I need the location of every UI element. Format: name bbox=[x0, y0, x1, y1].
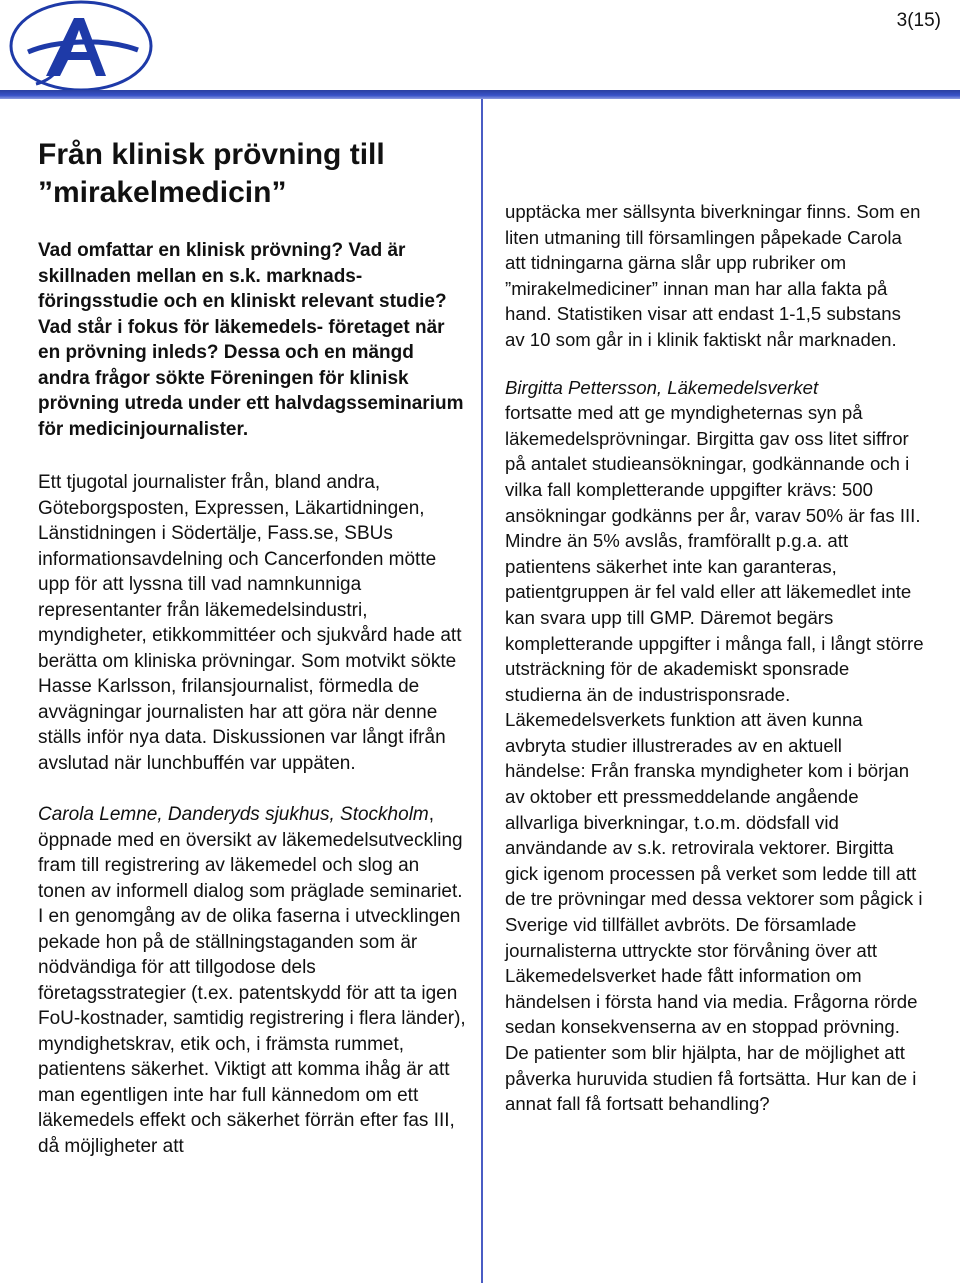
headline-line-1: Från klinisk prövning till bbox=[38, 138, 385, 171]
paragraph-text: , öppnade med en översikt av läkemedelsutveckling fram till registrering av läkemedel och slog an tonen av informell dialog som präglade seminariet. I en genomgång av de olika faserna i utvecklingen pekade hon på de ställningstaganden som är nödvändiga för att tillgodose dels företagsstrategier (t.ex. patentskydd för att ta igen FoU-kostnader, samtidig registrering i flera länder), myndighetskrav, etik och, i främsta rummet, patientens säkerhet. Viktigt att komma ihåg är att man egentligen inte har full kännedom om ett läkemedels effekt och säkerhet förrän efter fas III, då möjligheter att bbox=[38, 804, 466, 1157]
header-rule bbox=[0, 90, 960, 99]
logo-icon bbox=[6, 0, 156, 92]
body-paragraph bbox=[505, 375, 925, 708]
left-column bbox=[38, 136, 468, 1159]
body-paragraph bbox=[38, 802, 468, 1159]
page-number: 3(15) bbox=[896, 10, 941, 31]
company-logo bbox=[6, 0, 156, 92]
article-headline bbox=[38, 136, 468, 212]
paragraph-text: fortsatte med att ge myndigheternas syn på läkemedelsprövningar. Birgitta gav oss litet siffror på antalet studieansökningar, godkännande och i vilka fall kompletterande uppgifter krävs: 500 ansökningar godkänns per år, varav 50% är fas III. Mindre än 5% avslås, framförallt p.g.a. att patientens säkerhet inte kan garanteras, patientgruppen är fel vald eller att läkemedlet inte kan svara upp till GMP. Däremot begärs kompletterande uppgifter i många fall, i långt större utsträckning för de akademiskt sponsrade studierna än de industrisponsrade. bbox=[505, 402, 924, 705]
body-paragraph: Läkemedelsverkets funktion att även kunna avbryta studier illustrerades av en aktuell händelse: Från franska myndigheter kom i början av oktober ett pressmeddelande angående allvarliga biverkningar, t.o.m. dödsfall vid användande av s.k. retrovirala vektorer. Birgitta gick igenom processen på verket som ledde till att de tre prövningar med dessa vektorer som pågick i Sverige vid tillfället avbröts. De församlade journalisterna uttryckte stor förvåning över att Läkemedelsverket hade fått information om händelsen i första hand via media. Frågorna rörde sedan konsekvenserna av en stoppad prövning. De patienter som blir hjälpta, har de möjlighet att påverka huruvida studien få fortsätta. Hur kan de i annat fall få fortsatt behandling? bbox=[505, 709, 923, 1115]
speaker-name: Carola Lemne, Danderyds sjukhus, Stockholm bbox=[38, 804, 429, 825]
headline-line-2: ”mirakelmedicin” bbox=[38, 176, 287, 209]
right-column bbox=[505, 199, 925, 1117]
column-divider bbox=[481, 99, 483, 1283]
body-paragraph: upptäcka mer sällsynta biverkningar finns. Som en liten utmaning till församlingen påpekade Carola att tidningarna gärna slår upp rubriker om ”mirakelmediciner” innan man har alla fakta på hand. Statistiken visar att endast 1-1,5 substans av 10 som går in i klinik faktiskt når marknaden. bbox=[505, 201, 921, 350]
speaker-name: Birgitta Pettersson, Läkemedelsverket bbox=[505, 376, 819, 398]
article-intro: Vad omfattar en klinisk prövning? Vad är skillnaden mellan en s.k. marknads- föringsstudie och en kliniskt relevant studie? Vad står i fokus för läkemedels- företaget när en prövning inleds? Dessa och en mängd andra frågor sökte Föreningen för klinisk prövning utreda under ett halvdagsseminarium för medicinjournalister. bbox=[38, 240, 464, 440]
body-paragraph: Ett tjugotal journalister från, bland andra, Göteborgsposten, Expressen, Läkartidningen, Länstidningen i Södertälje, Fass.se, SBUs informationsavdelning och Cancerfonden mötte upp för att lyssna till vad namnkunniga representanter från läkemedelsindustri, myndigheter, etikkommittéer och sjukvård hade att berätta om kliniska prövningar. Som motvikt sökte Hasse Karlsson, frilansjournalist, förmedla de avvägningar journalisten har att göra när denne ställs inför nya data. Diskussionen var långt ifrån avslutad när lunchbuffén var uppäten. bbox=[38, 472, 462, 774]
